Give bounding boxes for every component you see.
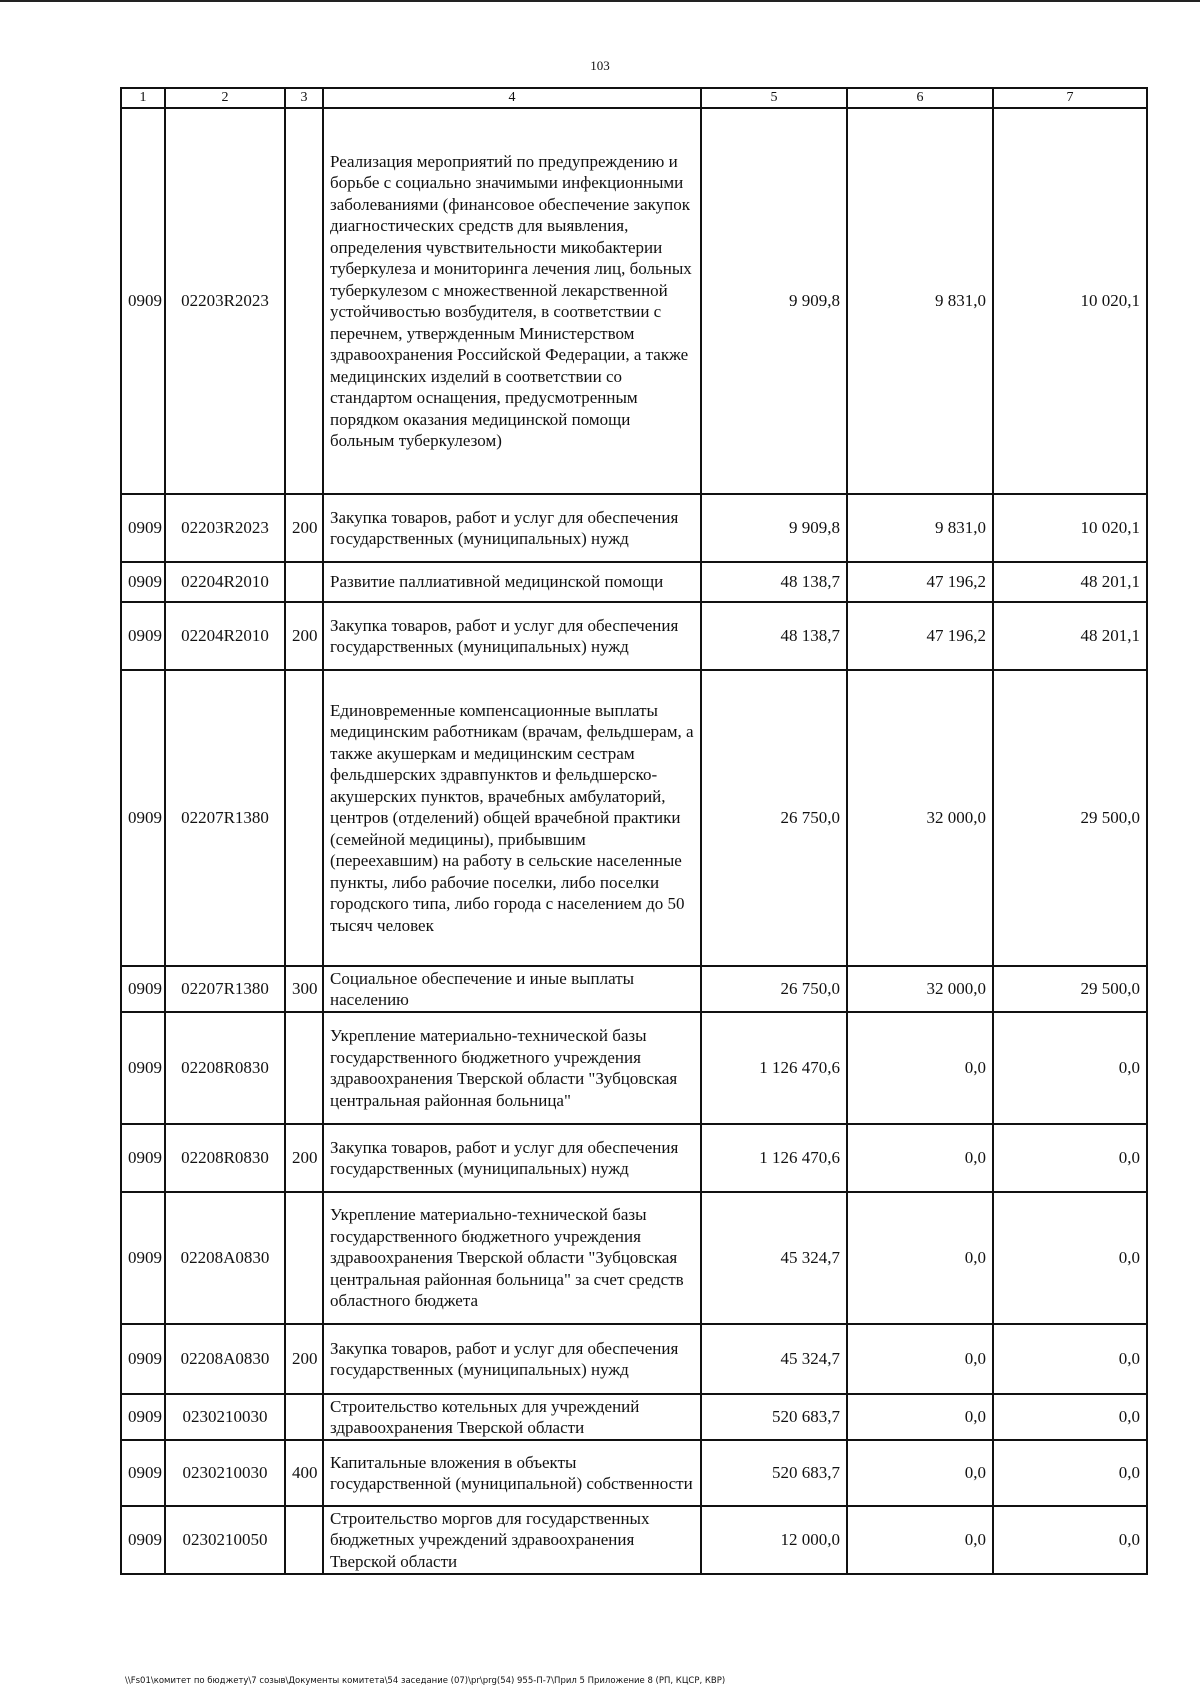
amount-year2-cell: 32 000,0: [847, 966, 993, 1012]
expense-type-cell: [285, 670, 323, 966]
amount-year2-cell: 0,0: [847, 1012, 993, 1124]
page-number: 103: [590, 58, 610, 73]
table-row: [121, 1506, 1147, 1574]
column-header: 1: [121, 88, 165, 108]
amount-year1-cell: 1 126 470,6: [701, 1124, 847, 1192]
table-row: [121, 602, 1147, 670]
target-article-cell: 02208A0830: [165, 1192, 285, 1324]
column-header: 5: [701, 88, 847, 108]
expense-type-cell: [285, 562, 323, 602]
section-code-cell: 0909: [121, 1192, 165, 1324]
amount-year2-cell: 0,0: [847, 1124, 993, 1192]
amount-year1-cell: 45 324,7: [701, 1324, 847, 1394]
column-header: 4: [323, 88, 701, 108]
expense-type-cell: [285, 1192, 323, 1324]
amount-year2-cell: 47 196,2: [847, 562, 993, 602]
section-code-cell: 0909: [121, 1440, 165, 1506]
amount-year3-cell: 48 201,1: [993, 562, 1147, 602]
item-name-cell: Социальное обеспечение и иные выплаты населению: [323, 966, 701, 1012]
column-header: 3: [285, 88, 323, 108]
amount-year2-cell: 0,0: [847, 1506, 993, 1574]
amount-year3-cell: 0,0: [993, 1192, 1147, 1324]
item-name-cell: Закупка товаров, работ и услуг для обеспечения государственных (муниципальных) нужд: [323, 1124, 701, 1192]
expense-type-cell: [285, 108, 323, 494]
section-code-cell: 0909: [121, 494, 165, 562]
table-row: [121, 108, 1147, 494]
column-header: 6: [847, 88, 993, 108]
item-name-cell: Закупка товаров, работ и услуг для обеспечения государственных (муниципальных) нужд: [323, 602, 701, 670]
section-code-cell: 0909: [121, 670, 165, 966]
expense-type-cell: 200: [285, 494, 323, 562]
amount-year1-cell: 26 750,0: [701, 966, 847, 1012]
amount-year2-cell: 9 831,0: [847, 494, 993, 562]
expense-type-cell: 200: [285, 1324, 323, 1394]
target-article-cell: 02208R0830: [165, 1012, 285, 1124]
amount-year1-cell: 520 683,7: [701, 1394, 847, 1440]
amount-year3-cell: 0,0: [993, 1012, 1147, 1124]
amount-year1-cell: 45 324,7: [701, 1192, 847, 1324]
amount-year2-cell: 0,0: [847, 1394, 993, 1440]
item-name-cell: Укрепление материально-технической базы государственного бюджетного учреждения здравоохранения Тверской области "Зубцовская центральная районная больница": [323, 1012, 701, 1124]
table-row: [121, 494, 1147, 562]
section-code-cell: 0909: [121, 1394, 165, 1440]
section-code-cell: 0909: [121, 602, 165, 670]
amount-year3-cell: 0,0: [993, 1324, 1147, 1394]
expense-type-cell: 200: [285, 1124, 323, 1192]
amount-year2-cell: 47 196,2: [847, 602, 993, 670]
item-name-cell: Строительство котельных для учреждений здравоохранения Тверской области: [323, 1394, 701, 1440]
target-article-cell: 02208R0830: [165, 1124, 285, 1192]
budget-table: [120, 87, 1148, 1575]
table-row: [121, 1324, 1147, 1394]
table-row: [121, 1124, 1147, 1192]
amount-year2-cell: 0,0: [847, 1440, 993, 1506]
section-code-cell: 0909: [121, 1124, 165, 1192]
amount-year2-cell: 0,0: [847, 1192, 993, 1324]
item-name-cell: Строительство моргов для государственных бюджетных учреждений здравоохранения Тверской области: [323, 1506, 701, 1574]
amount-year3-cell: 29 500,0: [993, 670, 1147, 966]
item-name-cell: Закупка товаров, работ и услуг для обеспечения государственных (муниципальных) нужд: [323, 1324, 701, 1394]
column-header: 7: [993, 88, 1147, 108]
item-name-cell: Укрепление материально-технической базы государственного бюджетного учреждения здравоохранения Тверской области "Зубцовская центральная районная больница" за счет средств областного бюджета: [323, 1192, 701, 1324]
amount-year1-cell: 9 909,8: [701, 494, 847, 562]
amount-year3-cell: 0,0: [993, 1440, 1147, 1506]
target-article-cell: 02203R2023: [165, 108, 285, 494]
table-row: [121, 1440, 1147, 1506]
section-code-cell: 0909: [121, 562, 165, 602]
target-article-cell: 0230210030: [165, 1394, 285, 1440]
amount-year1-cell: 48 138,7: [701, 602, 847, 670]
target-article-cell: 02204R2010: [165, 602, 285, 670]
amount-year3-cell: 10 020,1: [993, 494, 1147, 562]
file-path-footer: \\Fs01\комитет по бюджету\7 созыв\Документы комитета\54 заседание (07)\pr\prg(54) 955-П-7\Прил 5 Приложение 8 (РП, КЦСР, КВР): [125, 1676, 726, 1686]
expense-type-cell: 300: [285, 966, 323, 1012]
column-header: 2: [165, 88, 285, 108]
table-row: [121, 562, 1147, 602]
target-article-cell: 02207R1380: [165, 670, 285, 966]
amount-year1-cell: 48 138,7: [701, 562, 847, 602]
header-row: [121, 88, 1147, 108]
item-name-cell: Реализация мероприятий по предупреждению и борьбе с социально значимыми инфекционными заболеваниями (финансовое обеспечение закупок диагностических средств для выявления, определения чувствительности микобактерии туберкулеза и мониторинга лечения лиц, больных туберкулезом с множественной лекарственной устойчивостью возбудителя, в соответствии с перечнем, утвержденным Министерством здравоохранения Российской Федерации, а также медицинских изделий в соответствии со стандартом оснащения, предусмотренным порядком оказания медицинской помощи больным туберкулезом): [323, 108, 701, 494]
section-code-cell: 0909: [121, 1012, 165, 1124]
expense-type-cell: [285, 1506, 323, 1574]
amount-year1-cell: 26 750,0: [701, 670, 847, 966]
table-row: [121, 670, 1147, 966]
item-name-cell: Единовременные компенсационные выплаты медицинским работникам (врачам, фельдшерам, а также акушеркам и медицинским сестрам фельдшерских здравпунктов и фельдшерско-акушерских пунктов, врачебных амбулаторий, центров (отделений) общей врачебной практики (семейной медицины), прибывшим (переехавшим) на работу в сельские населенные пункты, либо рабочие поселки, либо поселки городского типа, либо города с населением до 50 тысяч человек: [323, 670, 701, 966]
target-article-cell: 02208A0830: [165, 1324, 285, 1394]
amount-year3-cell: 48 201,1: [993, 602, 1147, 670]
target-article-cell: 0230210030: [165, 1440, 285, 1506]
table-row: [121, 1012, 1147, 1124]
section-code-cell: 0909: [121, 966, 165, 1012]
amount-year1-cell: 520 683,7: [701, 1440, 847, 1506]
amount-year2-cell: 9 831,0: [847, 108, 993, 494]
item-name-cell: Закупка товаров, работ и услуг для обеспечения государственных (муниципальных) нужд: [323, 494, 701, 562]
amount-year1-cell: 1 126 470,6: [701, 1012, 847, 1124]
target-article-cell: 02207R1380: [165, 966, 285, 1012]
section-code-cell: 0909: [121, 1506, 165, 1574]
table-row: [121, 966, 1147, 1012]
amount-year3-cell: 29 500,0: [993, 966, 1147, 1012]
amount-year3-cell: 10 020,1: [993, 108, 1147, 494]
item-name-cell: Развитие паллиативной медицинской помощи: [323, 562, 701, 602]
target-article-cell: 02203R2023: [165, 494, 285, 562]
amount-year1-cell: 12 000,0: [701, 1506, 847, 1574]
target-article-cell: 02204R2010: [165, 562, 285, 602]
amount-year2-cell: 32 000,0: [847, 670, 993, 966]
expense-type-cell: [285, 1394, 323, 1440]
amount-year3-cell: 0,0: [993, 1124, 1147, 1192]
section-code-cell: 0909: [121, 1324, 165, 1394]
page-top-edge: [0, 0, 1200, 2]
expense-type-cell: 200: [285, 602, 323, 670]
amount-year3-cell: 0,0: [993, 1506, 1147, 1574]
amount-year3-cell: 0,0: [993, 1394, 1147, 1440]
target-article-cell: 0230210050: [165, 1506, 285, 1574]
table-row: [121, 1394, 1147, 1440]
amount-year1-cell: 9 909,8: [701, 108, 847, 494]
section-code-cell: 0909: [121, 108, 165, 494]
item-name-cell: Капитальные вложения в объекты государственной (муниципальной) собственности: [323, 1440, 701, 1506]
table-row: [121, 1192, 1147, 1324]
expense-type-cell: [285, 1012, 323, 1124]
amount-year2-cell: 0,0: [847, 1324, 993, 1394]
expense-type-cell: 400: [285, 1440, 323, 1506]
